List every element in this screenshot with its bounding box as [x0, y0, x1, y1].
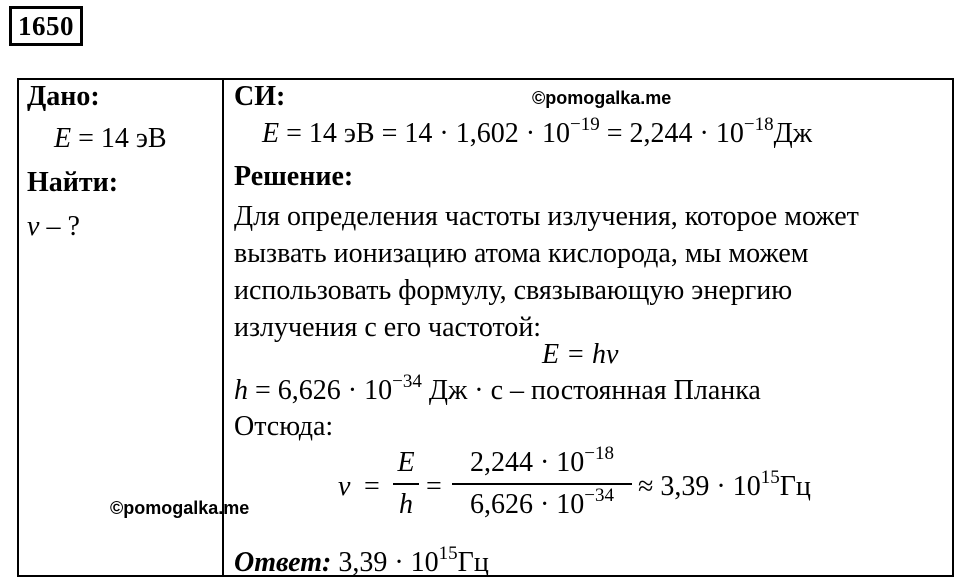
- fraction-denominator: h: [399, 489, 413, 520]
- fraction-numerator: E: [397, 447, 415, 478]
- solution-line: Для определения частоты излучения, которое может: [234, 201, 859, 232]
- problem-number: 1650: [9, 6, 83, 46]
- fraction-bar: [393, 483, 419, 485]
- formula-e-hv: E = hν: [542, 339, 619, 370]
- equals-1: =: [364, 471, 380, 502]
- watermark-top: ©pomogalka.me: [532, 88, 672, 108]
- fraction-e-over-h: [393, 446, 419, 522]
- nu-symbol: ν: [338, 471, 351, 502]
- given-heading: Дано:: [27, 81, 100, 112]
- result-value: ≈ $3,39 \cdot 10^{15}Гц$: [638, 467, 811, 502]
- watermark-bottom: ©pomogalka.me: [110, 498, 250, 518]
- fraction-values: [452, 443, 632, 522]
- solution-heading: Решение:: [234, 161, 354, 192]
- fraction-numerator: $2,244 \cdot 10^{-18}$: [469, 443, 615, 478]
- solution-line: излучения с его частотой:: [234, 312, 542, 343]
- answer: Ответ: $3,39 \cdot 10^{15}Гц$: [234, 543, 489, 578]
- solution-line: использовать формулу, связывающую энергию: [234, 275, 793, 306]
- solution-paragraph: [234, 198, 946, 346]
- si-energy-conversion: E = 14 эВ = $14 \cdot 1,602 \cdot 10^{-19} = 2,244 \cdot 10^{-18}Дж$: [262, 114, 813, 149]
- hence-label: Отсюда:: [234, 411, 334, 442]
- si-heading: СИ:: [234, 81, 286, 112]
- fraction-denominator: $6,626 \cdot 10^{-34}$: [469, 485, 615, 520]
- find-frequency: ν – ?: [27, 211, 80, 242]
- solution-line: вызвать ионизацию атома кислорода, мы можем: [234, 238, 809, 269]
- find-heading: Найти:: [27, 167, 119, 198]
- planck-constant: $h = 6,626 \cdot 10^{-34}$ Дж · с – постоянная Планка: [234, 371, 761, 406]
- given-energy: E = 14 эВ: [54, 123, 167, 154]
- equals-2: =: [426, 471, 442, 502]
